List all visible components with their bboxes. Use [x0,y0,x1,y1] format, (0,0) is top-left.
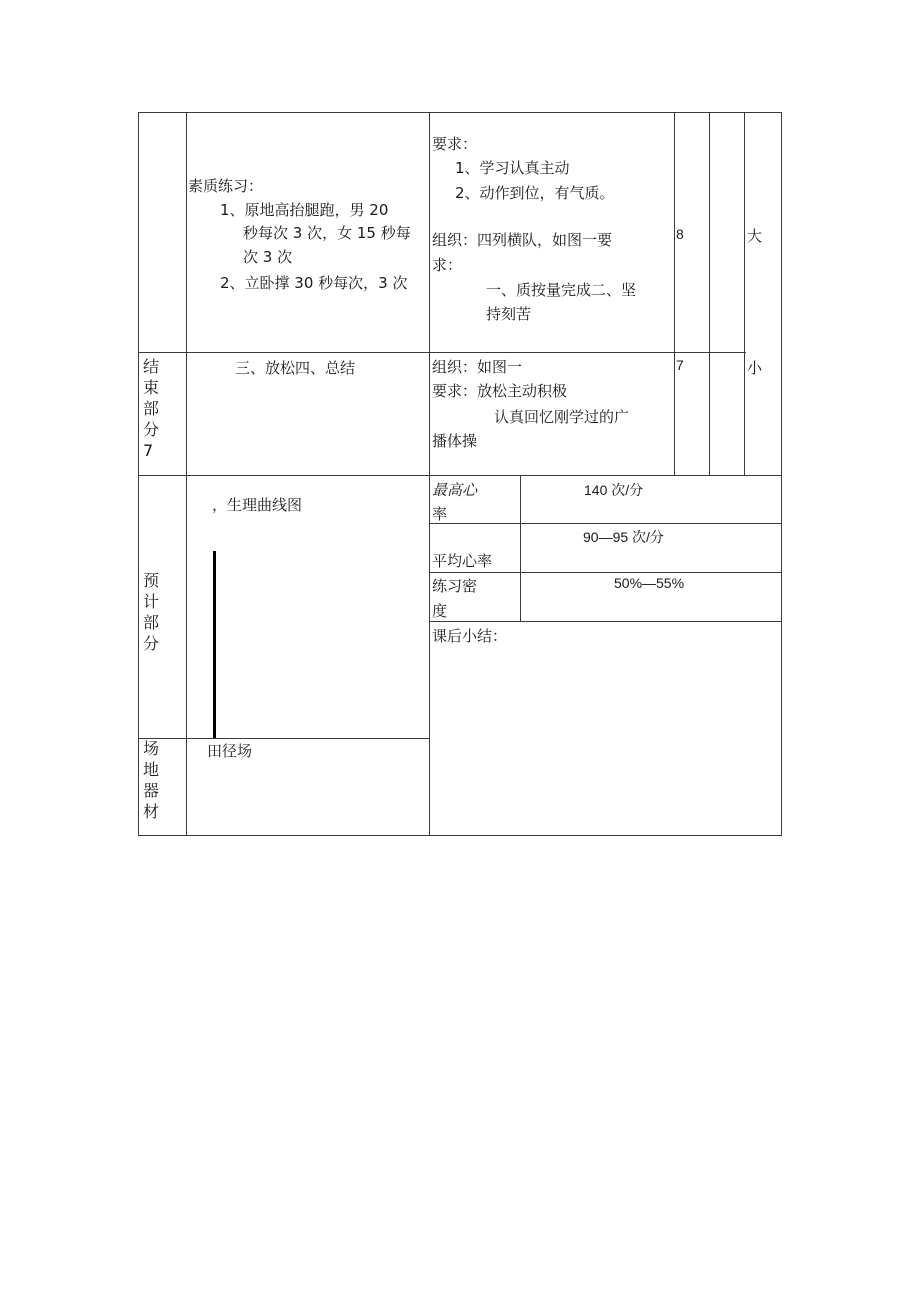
venue-value: 田径场 [207,742,253,760]
summary-label: 课后小结： [432,627,508,645]
avg-hr-value: 90—95 次/分 [583,529,664,545]
forecast-section-label: 预计部分 [143,571,160,653]
density-bottom-border [430,621,782,622]
ending-requirement-cont-2: 播体操 [432,432,478,450]
requirement-title: 要求： [432,135,478,153]
max-hr-value: 140 次/分 [584,482,644,498]
organization-line4: 持刻苦 [486,305,532,323]
extra-column-divider [744,112,745,476]
ending-content: 三、放松四、总结 [235,359,356,377]
content-column-divider [429,112,430,836]
content-item-1-line2: 秒每次 3 次，女 15 秒每 [243,224,411,242]
row2-intensity: 小 [747,359,763,377]
requirement-1: 1、学习认真主动 [455,159,570,177]
row2-bottom-border [138,475,782,476]
content-item-2: 2、立卧撑 30 秒每次，3 次 [220,274,408,292]
stats-label-divider [520,476,521,622]
density-value: 50%—55% [614,575,685,591]
density-label-line2: 度 [432,602,448,620]
time-column-divider [709,112,710,476]
venue-top-border [138,738,430,739]
row2-time: 7 [676,357,684,373]
org-column-divider [674,112,675,476]
avg-hr-bottom-border [430,572,782,573]
venue-section-label: 场地器材 [143,739,160,821]
row1-bottom-border [138,352,746,353]
ending-requirement-cont-1: 认真回忆刚学过的广 [494,408,630,426]
avg-hr-label: 平均心率 [432,552,493,570]
ending-organization: 组织：如图一 [432,358,523,376]
table-right-border [781,112,782,836]
label-column-divider [186,112,187,836]
physiological-curve-axis [213,551,216,738]
organization-line3: 一、质按量完成二、坚 [486,281,637,299]
content-title: 素质练习： [188,177,264,195]
organization-line2: 求： [432,256,463,274]
row1-time: 8 [676,226,684,242]
density-label-line1: 练习密 [432,577,478,595]
row1-intensity: 大 [747,227,763,245]
requirement-2: 2、动作到位，有气质。 [455,184,615,202]
content-item-1-line3: 次 3 次 [243,248,293,266]
max-hr-label-line1: 最高心 [432,481,478,499]
physiological-curve-title: ，生理曲线图 [212,496,303,514]
organization-line1: 组织：四列横队，如图一要 [432,231,613,249]
max-hr-bottom-border [430,523,782,524]
table-left-border [138,112,139,836]
ending-requirement: 要求：放松主动积极 [432,382,568,400]
table-bottom-border [138,835,782,836]
max-hr-label-line2: 率 [432,505,448,523]
ending-section-label: 结束部分7 [143,357,160,460]
table-top-border [138,112,782,113]
content-item-1-line1: 1、原地高抬腿跑，男 20 [220,201,389,219]
